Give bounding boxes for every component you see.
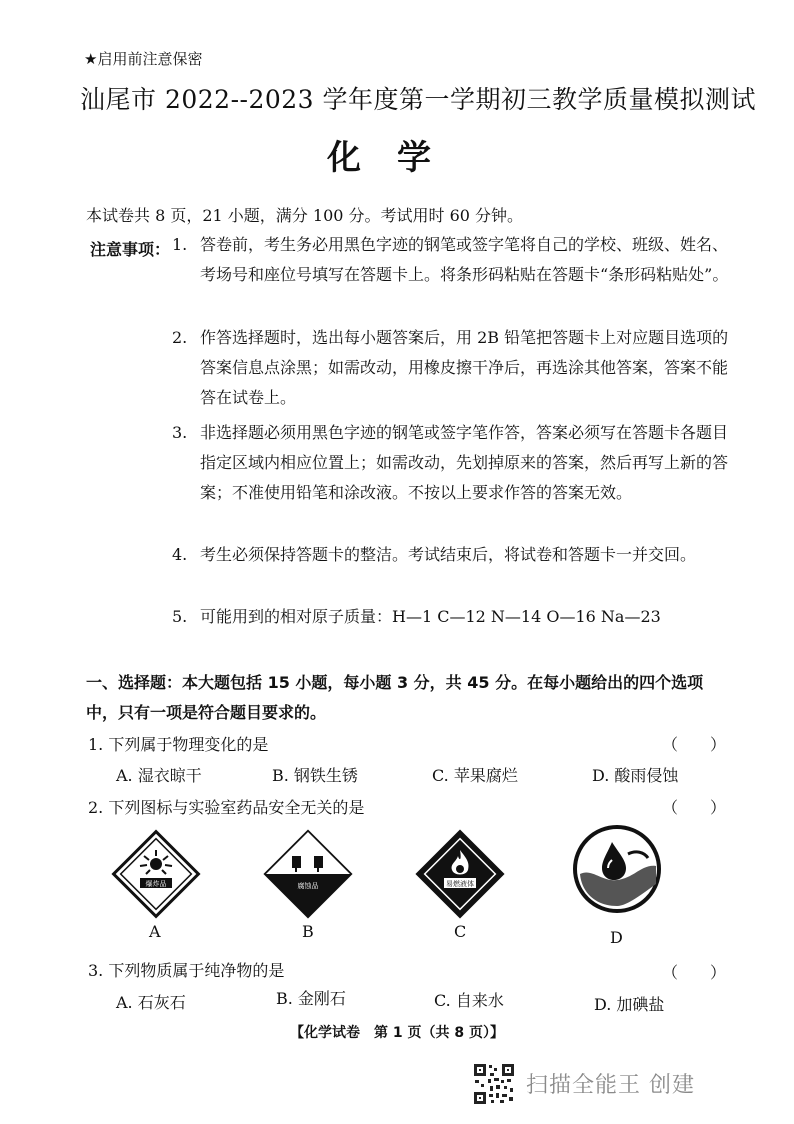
note-number: 1. [172,235,188,254]
sign-a-text: 爆炸品 [145,880,167,888]
question-2-stem: 2. 下列图标与实验室药品安全无关的是 [88,798,365,817]
question-1-stem: 1. 下列属于物理变化的是 [88,735,269,754]
explosive-sign-icon [110,828,202,920]
confidential-mark: ★启用前注意保密 [84,50,203,68]
note-number: 4. [172,545,188,564]
notes-label: 注意事项： [90,240,171,259]
note-number: 2. [172,328,188,347]
question-3-bracket: （ ） [662,963,727,982]
note-number: 5. [172,607,188,626]
note-item [172,230,732,290]
question-2-bracket: （ ） [662,798,727,817]
scanner-watermark: 扫描全能王 创建 [526,1073,695,1098]
note-text: 作答选择题时，选出每小题答案后，用 2B 铅笔把答题卡上对应题目选项的答案信息点涂黑；如需改动，用橡皮擦干净后，再选涂其他答案，答案不能答在试卷上。 [200,328,729,407]
sign-c-label: C [454,922,467,941]
question-3-stem: 3. 下列物质属于纯净物的是 [88,961,285,980]
question-3-option-d: D. 加碘盐 [594,995,665,1014]
section-heading: 一、选择题：本大题包括 15 小题，每小题 3 分，共 45 分。在每小题给出的四个选项中，只有一项是符合题目要求的。 [86,673,704,722]
question-1-option-c: C. 苹果腐烂 [432,766,518,785]
sign-b-label: B [302,922,314,941]
question-1-option-b: B. 钢铁生锈 [272,766,358,785]
question-3-option-b: B. 金刚石 [276,989,346,1008]
note-item [172,602,732,632]
note-item [172,418,732,508]
question-1-bracket: （ ） [662,735,727,754]
sign-d-label: D [610,928,623,947]
flammable-liquid-sign-icon [414,828,506,920]
question-1-option-d: D. 酸雨侵蚀 [592,766,679,785]
question-3-option-c: C. 自来水 [434,991,504,1010]
exam-info: 本试卷共 8 页，21 小题，满分 100 分。考试用时 60 分钟。 [86,206,524,225]
sign-c-text: 易燃液体 [446,880,474,888]
note-text: 考生必须保持答题卡的整洁。考试结束后，将试卷和答题卡一并交回。 [200,545,697,564]
page-footer: 【化学试卷 第 1 页（共 8 页）】 [290,1025,504,1041]
water-saving-sign-icon [572,824,662,914]
question-1-option-a: A. 湿衣晾干 [116,766,202,785]
exam-title: 汕尾市 2022--2023 学年度第一学期初三教学质量模拟测试 [80,85,757,114]
sign-a-label: A [149,922,161,941]
sign-b-text: 腐蚀品 [297,882,319,890]
note-text: 可能用到的相对原子质量：H—1 C—12 N—14 O—16 Na—23 [200,607,661,626]
subject-title: 化学 [327,138,467,178]
qr-code-icon [472,1062,516,1106]
note-text: 答卷前，考生务必用黑色字迹的钢笔或签字笔将自己的学校、班级、姓名、考场号和座位号填写在答题卡上。将条形码粘贴在答题卡“条形码粘贴处”。 [200,235,729,284]
note-text: 非选择题必须用黑色字迹的钢笔或签字笔作答，答案必须写在答题卡各题目指定区域内相应位置上；如需改动，先划掉原来的答案，然后再写上新的答案；不准使用铅笔和涂改液。不按以上要求作答的答案无效。 [200,423,729,502]
note-item [172,540,732,570]
note-number: 3. [172,423,188,442]
corrosive-sign-icon [262,828,354,920]
question-3-option-a: A. 石灰石 [116,993,186,1012]
note-item [172,323,732,413]
